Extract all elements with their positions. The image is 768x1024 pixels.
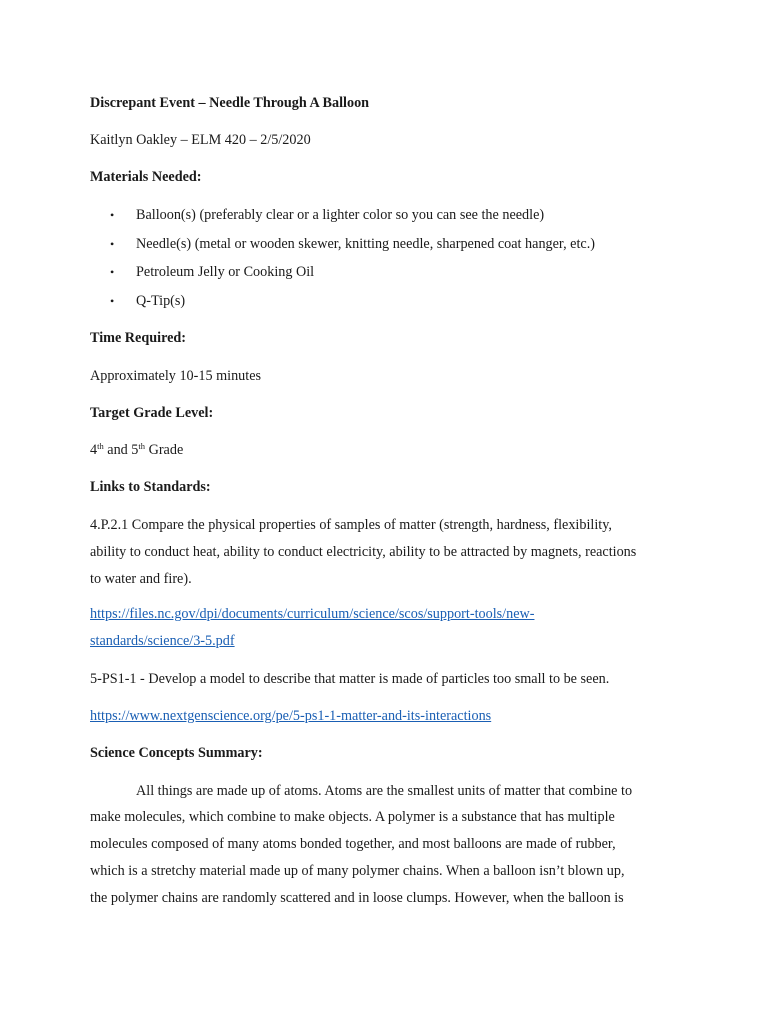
materials-item: Petroleum Jelly or Cooking Oil: [136, 264, 315, 280]
materials-item: Q-Tip(s): [136, 293, 186, 309]
summary-line: make molecules, which combine to make objects. A polymer is a substance that has multiple: [90, 809, 615, 825]
standard-4p21-line: 4.P.2.1 Compare the physical properties of samples of matter (strength, hardness, flexibility,: [90, 517, 612, 533]
materials-item: Needle(s) (metal or wooden skewer, knitting needle, sharpened coat hanger, etc.): [136, 236, 595, 252]
standard-4p21-line: ability to conduct heat, ability to conduct electricity, ability to be attracted by magnets, reactions: [90, 544, 637, 560]
nc-standards-link[interactable]: standards/science/3-5.pdf: [90, 633, 235, 649]
bullet-marker: •: [110, 237, 115, 251]
bullet-marker: •: [110, 265, 115, 279]
grade-text: [90, 441, 183, 459]
summary-line: the polymer chains are randomly scattered and in loose clumps. However, when the balloon is: [90, 890, 624, 906]
time-heading: Time Required:: [90, 330, 187, 346]
time-text: Approximately 10-15 minutes: [90, 368, 262, 384]
grade-4: 4: [90, 442, 98, 458]
grade-4-suffix: th: [97, 441, 104, 451]
grade-tail: Grade: [145, 442, 184, 458]
document-title: Discrepant Event – Needle Through A Balloon: [90, 95, 370, 111]
materials-item: Balloon(s) (preferably clear or a lighter color so you can see the needle): [136, 207, 545, 223]
standard-4p21-line: to water and fire).: [90, 571, 192, 587]
bullet-marker: •: [110, 294, 115, 308]
materials-heading: Materials Needed:: [90, 169, 202, 185]
author-line: Kaitlyn Oakley – ELM 420 – 2/5/2020: [90, 132, 311, 148]
summary-line: which is a stretchy material made up of many polymer chains. When a balloon isn’t blown up,: [90, 863, 625, 879]
grade-heading: Target Grade Level:: [90, 405, 214, 421]
summary-line: All things are made up of atoms. Atoms are the smallest units of matter that combine to: [136, 783, 633, 799]
grade-5-suffix: th: [138, 441, 146, 451]
standard-5ps11: 5-PS1-1 - Develop a model to describe that matter is made of particles too small to be seen.: [90, 671, 610, 687]
bullet-marker: •: [110, 208, 115, 222]
nc-standards-link[interactable]: https://files.nc.gov/dpi/documents/curriculum/science/scos/support-tools/new-: [90, 606, 535, 622]
grade-and: and 5: [103, 442, 139, 458]
summary-line: molecules composed of many atoms bonded together, and most balloons are made of rubber,: [90, 836, 616, 852]
standards-heading: Links to Standards:: [90, 479, 211, 495]
summary-heading: Science Concepts Summary:: [90, 745, 263, 761]
ngss-link[interactable]: https://www.nextgenscience.org/pe/5-ps1-1-matter-and-its-interactions: [90, 708, 492, 724]
